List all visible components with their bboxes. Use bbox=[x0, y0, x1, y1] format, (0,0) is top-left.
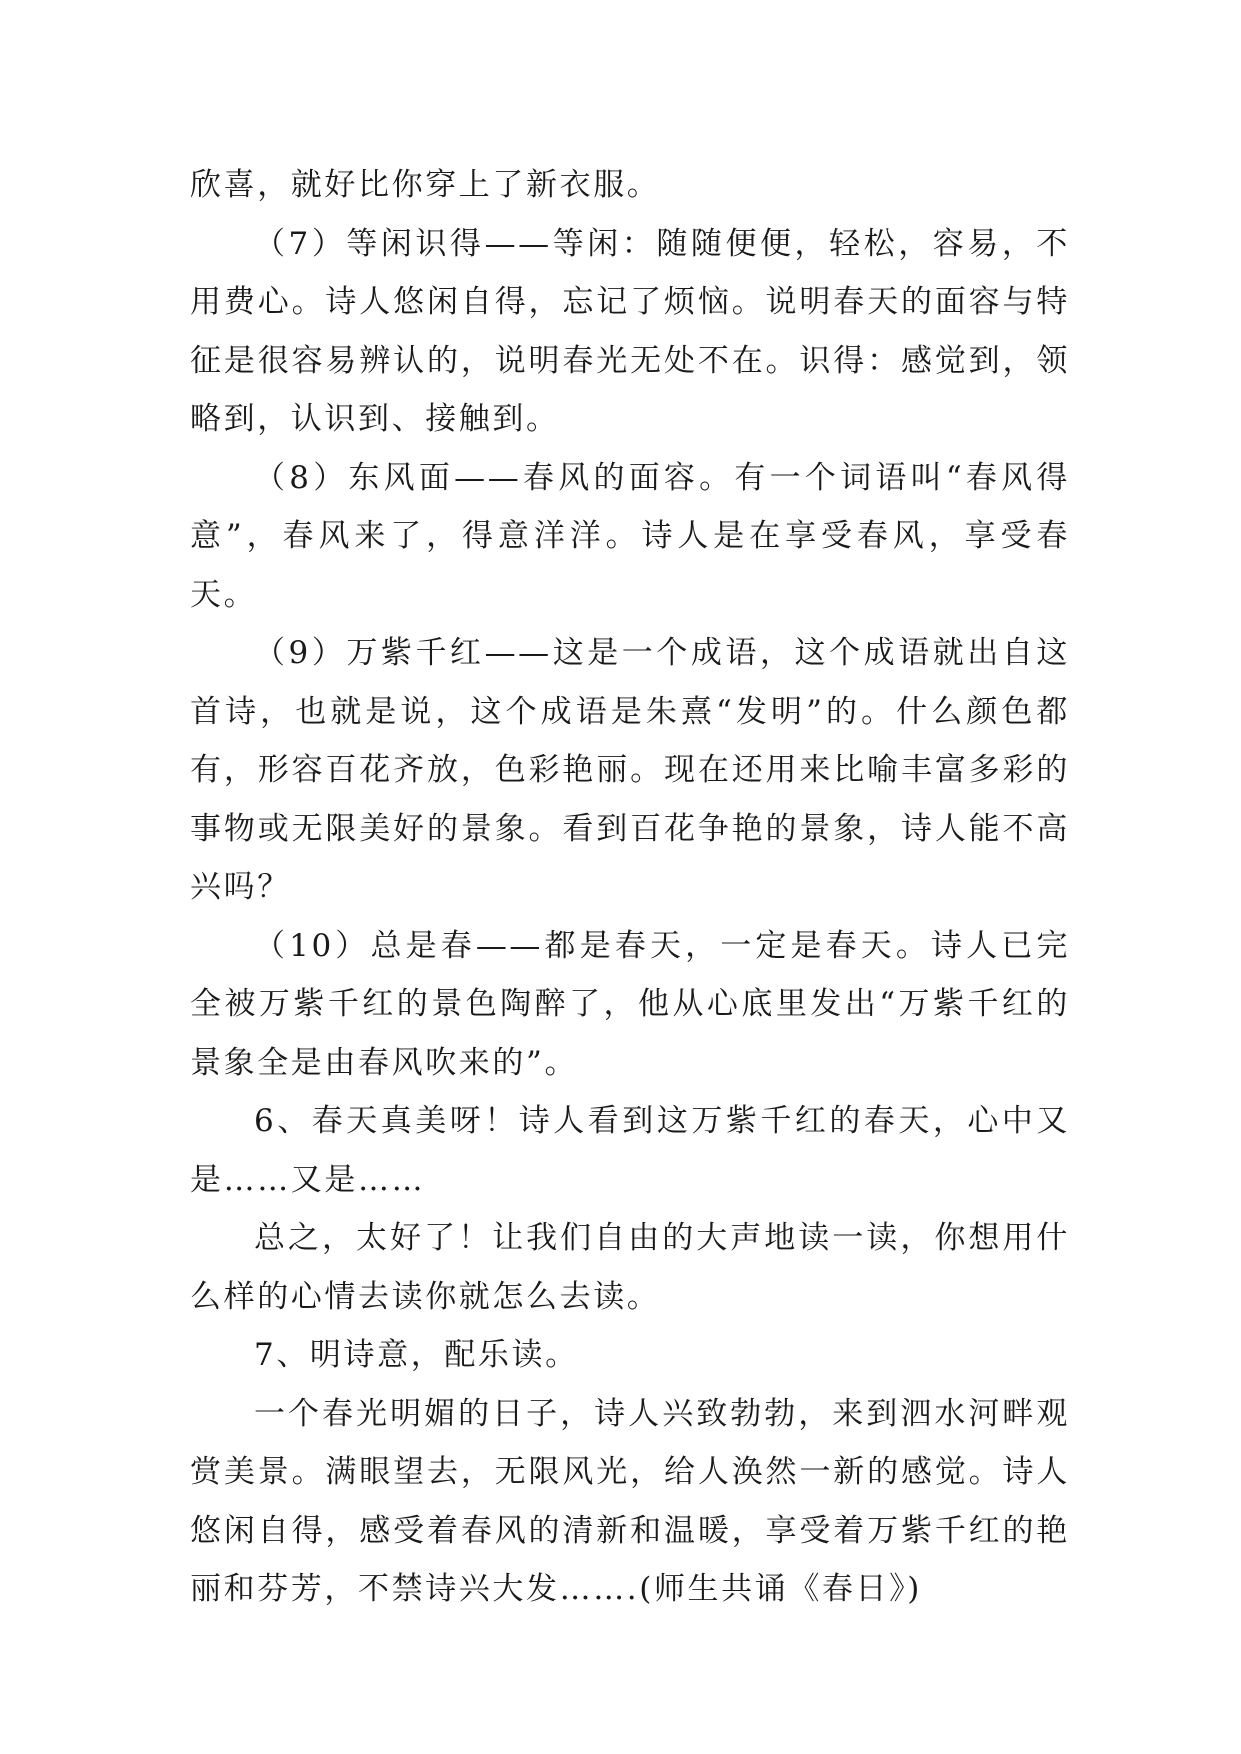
paragraph-summary: 总之，太好了！让我们自由的大声地读一读，你想用什么样的心情去读你就怎么去读。 bbox=[190, 1220, 1070, 1315]
paragraph-continuation: 欣喜，就好比你穿上了新衣服。 bbox=[190, 167, 661, 203]
paragraph-note-7: （7）等闲识得——等闲：随随便便，轻松，容易，不用费心。诗人悠闲自得，忘记了烦恼。说明春天的面容与特征是很容易辨认的，说明春光无处不在。识得：感觉到，领略到，认识到、接触到。 bbox=[190, 225, 1070, 437]
paragraph-note-8: （8）东风面——春风的面容。有一个词语叫“春风得意”，春风来了，得意洋洋。诗人是在享受春风，享受春天。 bbox=[190, 459, 1070, 613]
paragraph-note-10: （10）总是春——都是春天，一定是春天。诗人已完全被万紫千红的景色陶醉了，他从心底里发出“万紫千红的景象全是由春风吹来的”。 bbox=[190, 927, 1070, 1081]
paragraph-step-7: 7、明诗意，配乐读。 bbox=[254, 1337, 579, 1373]
paragraph-note-9: （9）万紫千红——这是一个成语，这个成语就出自这首诗，也就是说，这个成语是朱熹“发明”的。什么颜色都有，形容百花齐放，色彩艳丽。现在还用来比喻丰富多彩的事物或无限美好的景象。看到百花争艳的景象，诗人能不高兴吗？ bbox=[190, 635, 1070, 905]
paragraph-narration: 一个春光明媚的日子，诗人兴致勃勃，来到泗水河畔观赏美景。满眼望去，无限风光，给人涣然一新的感觉。诗人悠闲自得，感受着春风的清新和温暖，享受着万紫千红的艳丽和芬芳，不禁诗兴大发…….(师生共诵《春日》) bbox=[190, 1395, 1070, 1607]
paragraph-step-6: 6、春天真美呀！诗人看到这万紫千红的春天，心中又是……又是…… bbox=[190, 1103, 1070, 1198]
document-body bbox=[190, 156, 1070, 1619]
